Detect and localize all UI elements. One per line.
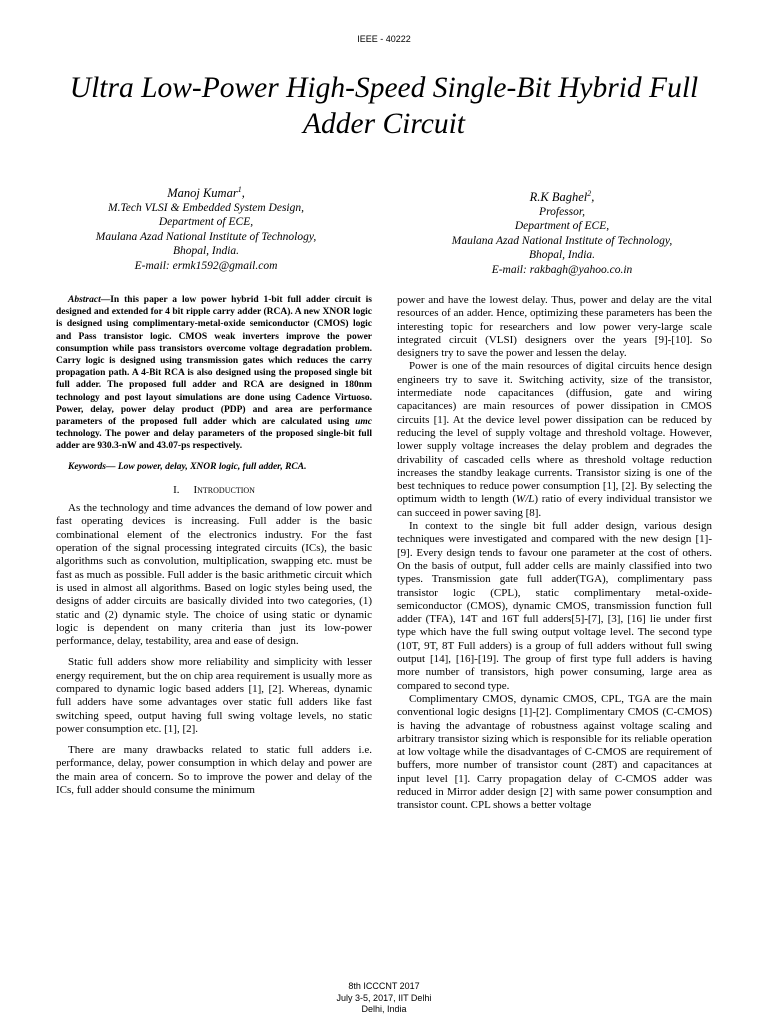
- body-paragraph: power and have the lowest delay. Thus, power and delay are the vital resources of an adder. Hence, optimizing these parameters has been the interesting topic for researchers and low power very-large scale integrated circuit (VLSI) designers over the years [9]-[10]. So designers try to save the power and lessen the delay.: [397, 294, 712, 360]
- author-department: Department of ECE,: [158, 216, 254, 229]
- author-department: Department of ECE,: [514, 220, 610, 233]
- section-title: Introduction: [193, 483, 255, 496]
- paragraph-text: ) ratio of every individual transistor we can succeed in power saving [8].: [397, 493, 712, 519]
- body-paragraph: As the technology and time advances the demand of low power and fast operating devices is increasing. Full adder is the basic combinational element of the electronics industry. For the fast operation of the signal processing integrated circuits (ICs), the basic algorithms such as convolution, multiplication, swapping etc. must be fast as much as possible. Full adder is the basic arithmetic circuit which is used in almost all algorithms. Based on logic styles being used, the designs of adder circuits are basically divided into two categories, (1) static and (2) dynamic style. The choice of using static or dynamic logic is dependent on many criteria than just its low-power performance, delay, testability, area and ease of design.: [56, 502, 372, 648]
- abstract-lead: Abstract: [68, 295, 101, 305]
- body-paragraph: Static full adders show more reliability and simplicity with lesser energy requirement, but the on chip area requirement is usually more as compared to dynamic logic based adders [1], [2]. Whereas, dynamic full adders have some advantages over static full adders like fast switching speed, output having full swing voltage levels, no static power consumption etc. [1], [2].: [56, 656, 372, 735]
- author-name-text: R.K Baghel: [529, 190, 588, 205]
- abstract: [56, 294, 372, 453]
- paper-title: Ultra Low-Power High-Speed Single-Bit Hybrid Full Adder Circuit: [69, 72, 699, 140]
- body-paragraph: There are many drawbacks related to static full adders i.e. performance, delay, power consumption in which delay and power are the main area of concern. So to improve the power and delay of the ICs, full adder should consume the minimum: [56, 744, 372, 797]
- footer-conference: 8th ICCCNT 2017: [348, 981, 420, 991]
- author-affiliation-number: 2: [587, 189, 592, 198]
- author-block-2: [386, 187, 738, 277]
- footer-location: Delhi, India: [361, 1004, 407, 1014]
- author-affiliation-number: 1: [237, 185, 242, 194]
- author-block-1: [30, 183, 382, 273]
- body-paragraph: In context to the single bit full adder design, various design techniques were investigated and compared with the new design [1]-[9]. Every design tends to favour one parameter at the cost of others. On the basis of output, full adder cells are mainly classified into two types. Transmission gate full adder(TGA), complimentary pass transistor logic (CPL), static complimentary metal-oxide-semiconductor (CMOS), dynamic CMOS, transmission function full adder (TFA), 14T and 16T full adders[5]-[7], [3], [16] lie under first type which have the full swing output voltage level. The second type (10T, 9T, 8T Full adders) is a group of full adders without full swing output [14], [16]-[19]. The group of first type full adders is having more number of transistors, high power consuming, large area as compared to second type.: [397, 520, 712, 692]
- author-email: E-mail: ermk1592@gmail.com: [134, 259, 278, 272]
- footer-dates: July 3-5, 2017, IIT Delhi: [336, 992, 432, 1003]
- abstract-text-end: technology. The power and delay parameters of the proposed single-bit full adder are 930.3-nW and 43.07-ps respectively.: [56, 429, 372, 452]
- keywords: Keywords— Low power, delay, XNOR logic, full adder, RCA.: [68, 461, 307, 472]
- author-institute: Maulana Azad National Institute of Technology,: [451, 234, 673, 247]
- body-paragraph: [397, 360, 712, 520]
- author-name-text: Manoj Kumar: [167, 186, 238, 201]
- author-location: Bhopal, India.: [172, 245, 240, 258]
- right-column: [397, 294, 712, 813]
- left-column: [56, 294, 372, 797]
- section-number: I.: [173, 483, 180, 496]
- author-name: [386, 187, 738, 205]
- section-heading: [56, 484, 372, 497]
- page-footer: [0, 981, 768, 1016]
- author-institute: Maulana Azad National Institute of Technology,: [95, 230, 317, 243]
- abstract-text: In this paper a low power hybrid 1-bit full adder circuit is designed and extended for 4 bit ripple carry adder (RCA). A new XNOR logic is designed using complimentary-metal-oxide semiconductor (CMOS) logic and Pass transistor logic. CMOS weak inverters improve the power consumption while pass transistors overcome voltage degradation problem. Carry logic is designed using transmission gates which reduces the carry propagation path. A 4-Bit RCA is also designed using the proposed single bit full adder. The proposed full adder and RCA are designed in 180nm technology and post layout simulations are done using Cadence Virtuoso. Power, delay, power delay product (PDP) and area are performance parameters of the proposed full adder which are calculated using: [56, 295, 372, 428]
- author-name-suffix: ,: [241, 186, 245, 201]
- author-position: Professor,: [539, 205, 585, 218]
- body-paragraph: Complimentary CMOS, dynamic CMOS, CPL, TGA are the main conventional logic designs [1]-[2]. Complimentary CMOS (C-CMOS) is having the advantage of robustness against voltage scaling and arbitrary transistor sizing which is responsible for its reliable operation at low voltage while the disadvantages of C-CMOS are requirement of buffers, more number of transistor count (28T) and capacitances at input level [1]. Carry propagation delay of C-CMOS adder was reduced in Mirror adder design [2] with same power consumption and transistor count. CPL shows a better voltage: [397, 692, 712, 812]
- author-email: E-mail: rakbagh@yahoo.co.in: [491, 263, 633, 276]
- author-program: M.Tech VLSI & Embedded System Design,: [108, 201, 304, 214]
- conference-id-header: IEEE - 40222: [357, 34, 411, 44]
- abstract-dash: —: [100, 295, 111, 305]
- paragraph-text: Power is one of the main resources of digital circuits hence design engineers try to save it. Switching activity, size of the transistor, intermediate node capacitances (diffusion, gate and wiring capacitances) are main resources of power dissipation in CMOS circuits [1]. At the device level power dissipation can be reduced by reducing the level of supply voltage and threshold voltage. However, lower supply voltage increases the delay problem and degrades the drivability of cascaded cells where as threshold voltage reduction increases the standby leakage currents. Transistor sizing is one of the best techniques to reduce power consumption [1], [2]. By selecting the optimum width to length (: [397, 360, 712, 506]
- wl-ratio: W/L: [516, 493, 535, 506]
- abstract-umc: umc: [355, 417, 372, 428]
- author-location: Bhopal, India.: [528, 249, 596, 262]
- author-name: [30, 183, 382, 201]
- author-name-suffix: ,: [591, 190, 595, 205]
